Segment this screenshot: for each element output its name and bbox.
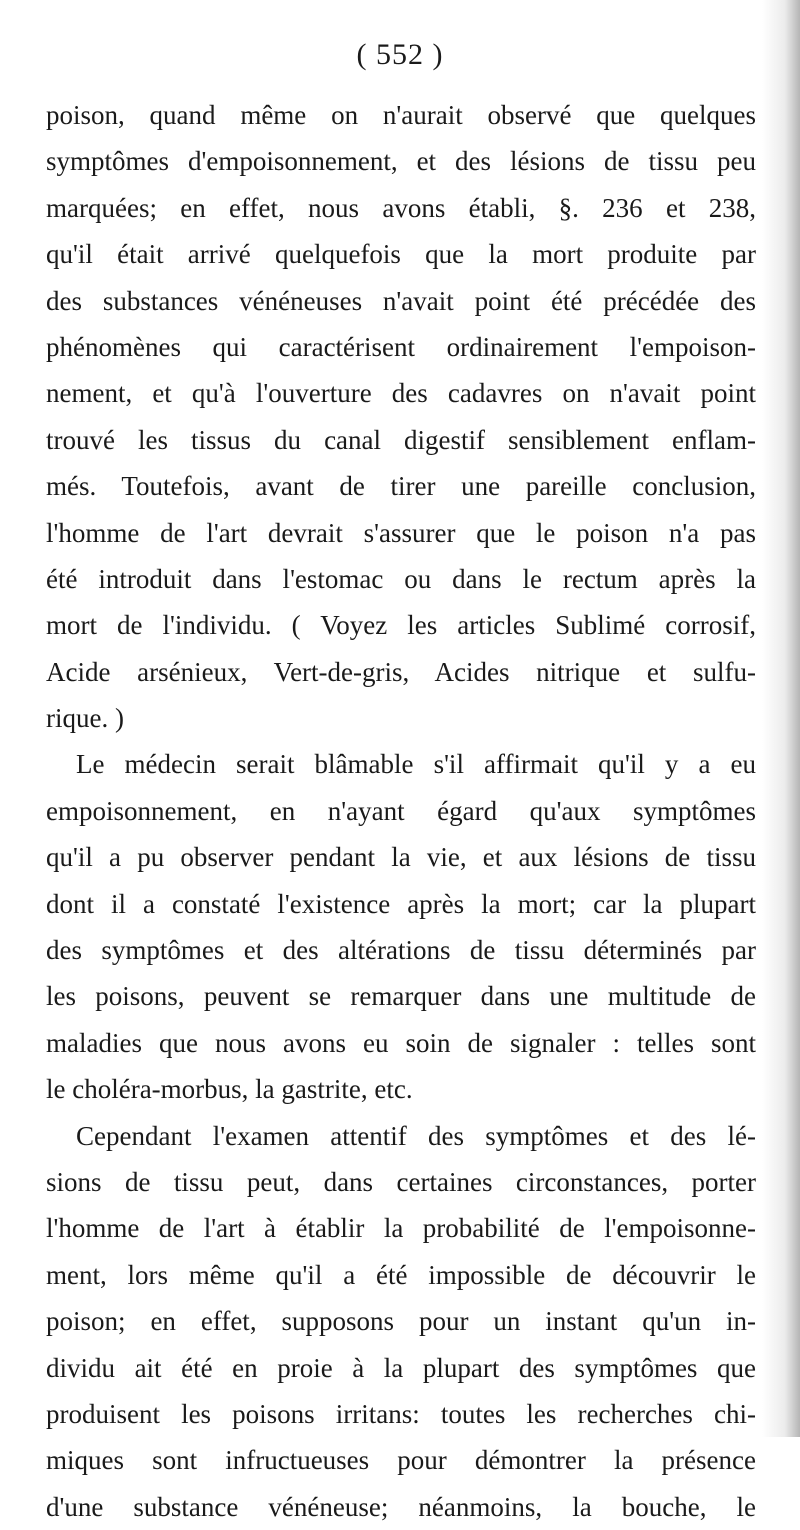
paragraph-1 (46, 92, 756, 741)
text-line: produisent les poisons irritans: toutes les recherches chi- (46, 1398, 756, 1429)
paragraph-3 (46, 1113, 756, 1530)
text-line: l'homme de l'art devrait s'assurer que le poison n'a pas (46, 517, 756, 548)
text-line: des substances vénéneuses n'avait point été précédée des (46, 285, 756, 316)
text-line: d'une substance vénéneuse; néanmoins, la bouche, le (46, 1491, 756, 1522)
text-line: qu'il a pu observer pendant la vie, et aux lésions de tissu (46, 842, 756, 873)
text-line: sions de tissu peut, dans certaines circonstances, porter (46, 1166, 756, 1197)
text-line: miques sont infructueuses pour démontrer la présence (46, 1445, 756, 1476)
text-line: ment, lors même qu'il a été impossible de découvrir le (46, 1259, 756, 1290)
text-line: dividu ait été en proie à la plupart des symptômes que (46, 1352, 756, 1383)
text-line: marquées; en effet, nous avons établi, §. 236 et 238, (46, 192, 756, 223)
text-line: més. Toutefois, avant de tirer une pareille conclusion, (46, 471, 756, 502)
text-line: trouvé les tissus du canal digestif sensiblement enflam- (46, 424, 756, 455)
text-line: qu'il était arrivé quelquefois que la mort produite par (46, 239, 756, 270)
text-line: phénomènes qui caractérisent ordinairement l'empoison- (46, 331, 756, 362)
text-line: maladies que nous avons eu soin de signaler : telles sont (46, 1027, 756, 1058)
text-line: Cependant l'examen attentif des symptômes et des lé- (76, 1120, 756, 1151)
text-line: Acide arsénieux, Vert-de-gris, Acides nitrique et sulfu- (46, 656, 756, 687)
text-line: nement, et qu'à l'ouverture des cadavres on n'avait point (46, 378, 756, 409)
text-line: l'homme de l'art à établir la probabilité de l'empoisonne- (46, 1213, 756, 1244)
page-edge-shadow (762, 0, 800, 1437)
text-line: symptômes d'empoisonnement, et des lésions de tissu peu (46, 146, 756, 177)
text-line: empoisonnement, en n'ayant égard qu'aux symptômes (46, 795, 756, 826)
text-line: dont il a constaté l'existence après la mort; car la plupart (46, 888, 756, 919)
paragraph-2 (46, 741, 756, 1112)
text-line: le choléra-morbus, la gastrite, etc. (46, 1074, 413, 1105)
text-line: rique. ) (46, 703, 124, 734)
text-line: été introduit dans l'estomac ou dans le rectum après la (46, 563, 756, 594)
text-line: mort de l'individu. ( Voyez les articles Sublimé corrosif, (46, 610, 756, 641)
body-text (46, 92, 756, 1530)
text-line: poison, quand même on n'aurait observé que quelques (46, 100, 756, 130)
page-number: ( 552 ) (356, 38, 444, 71)
text-line: poison; en effet, supposons pour un instant qu'un in- (46, 1306, 756, 1337)
text-line: les poisons, peuvent se remarquer dans une multitude de (46, 981, 756, 1012)
text-line: Le médecin serait blâmable s'il affirmait qu'il y a eu (76, 749, 756, 780)
text-line: des symptômes et des altérations de tissu déterminés par (46, 935, 756, 966)
